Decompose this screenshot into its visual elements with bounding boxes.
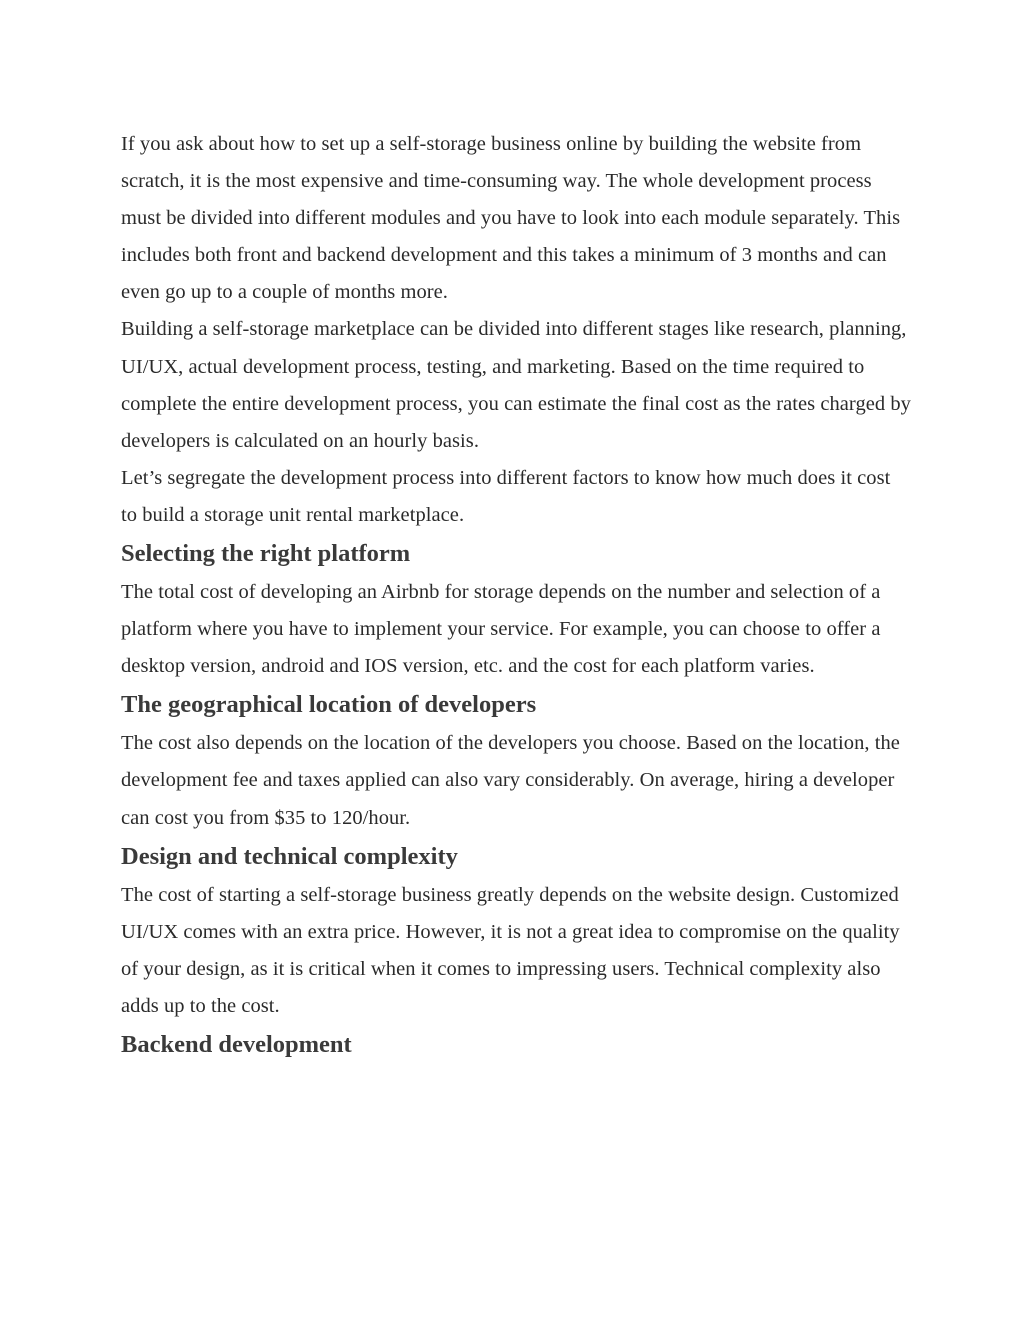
heading-selecting-platform: Selecting the right platform <box>121 540 411 568</box>
paragraph-segregate: Let’s segregate the development process into different factors to know how much does it cost to build a storage unit rental marketplace. <box>121 466 891 526</box>
heading-geographical-location: The geographical location of developers <box>121 691 537 719</box>
paragraph-design: The cost of starting a self-storage business greatly depends on the website design. Customized UI/UX comes with an extra price. However, it is not a great idea to compromise on the quality of your design, as it is critical when it comes to impressing users. Technical complexity also adds up to the cost. <box>121 883 900 1017</box>
paragraph-platform: The total cost of developing an Airbnb for storage depends on the number and selection of a platform where you have to implement your service. For example, you can choose to offer a desktop version, android and IOS version, etc. and the cost for each platform varies. <box>121 581 881 678</box>
document-body <box>121 126 911 1065</box>
paragraph-intro-cost: If you ask about how to set up a self-storage business online by building the website from scratch, it is the most expensive and time-consuming way. The whole development process must be divided into different modules and you have to look into each module separately. This includes both front and backend development and this takes a minimum of 3 months and can even go up to a couple of months more. <box>121 133 901 304</box>
heading-backend-development: Backend development <box>121 1030 352 1058</box>
paragraph-stages: Building a self-storage marketplace can be divided into different stages like research, planning, UI/UX, actual development process, testing, and marketing. Based on the time required to complete the entire development process, you can estimate the final cost as the rates charged by developers is calculated on an hourly basis. <box>121 318 911 452</box>
heading-design-complexity: Design and technical complexity <box>121 842 458 870</box>
paragraph-location: The cost also depends on the location of the developers you choose. Based on the location, the development fee and taxes applied can also vary considerably. On average, hiring a developer can cost you from $35 to 120/hour. <box>121 732 900 829</box>
